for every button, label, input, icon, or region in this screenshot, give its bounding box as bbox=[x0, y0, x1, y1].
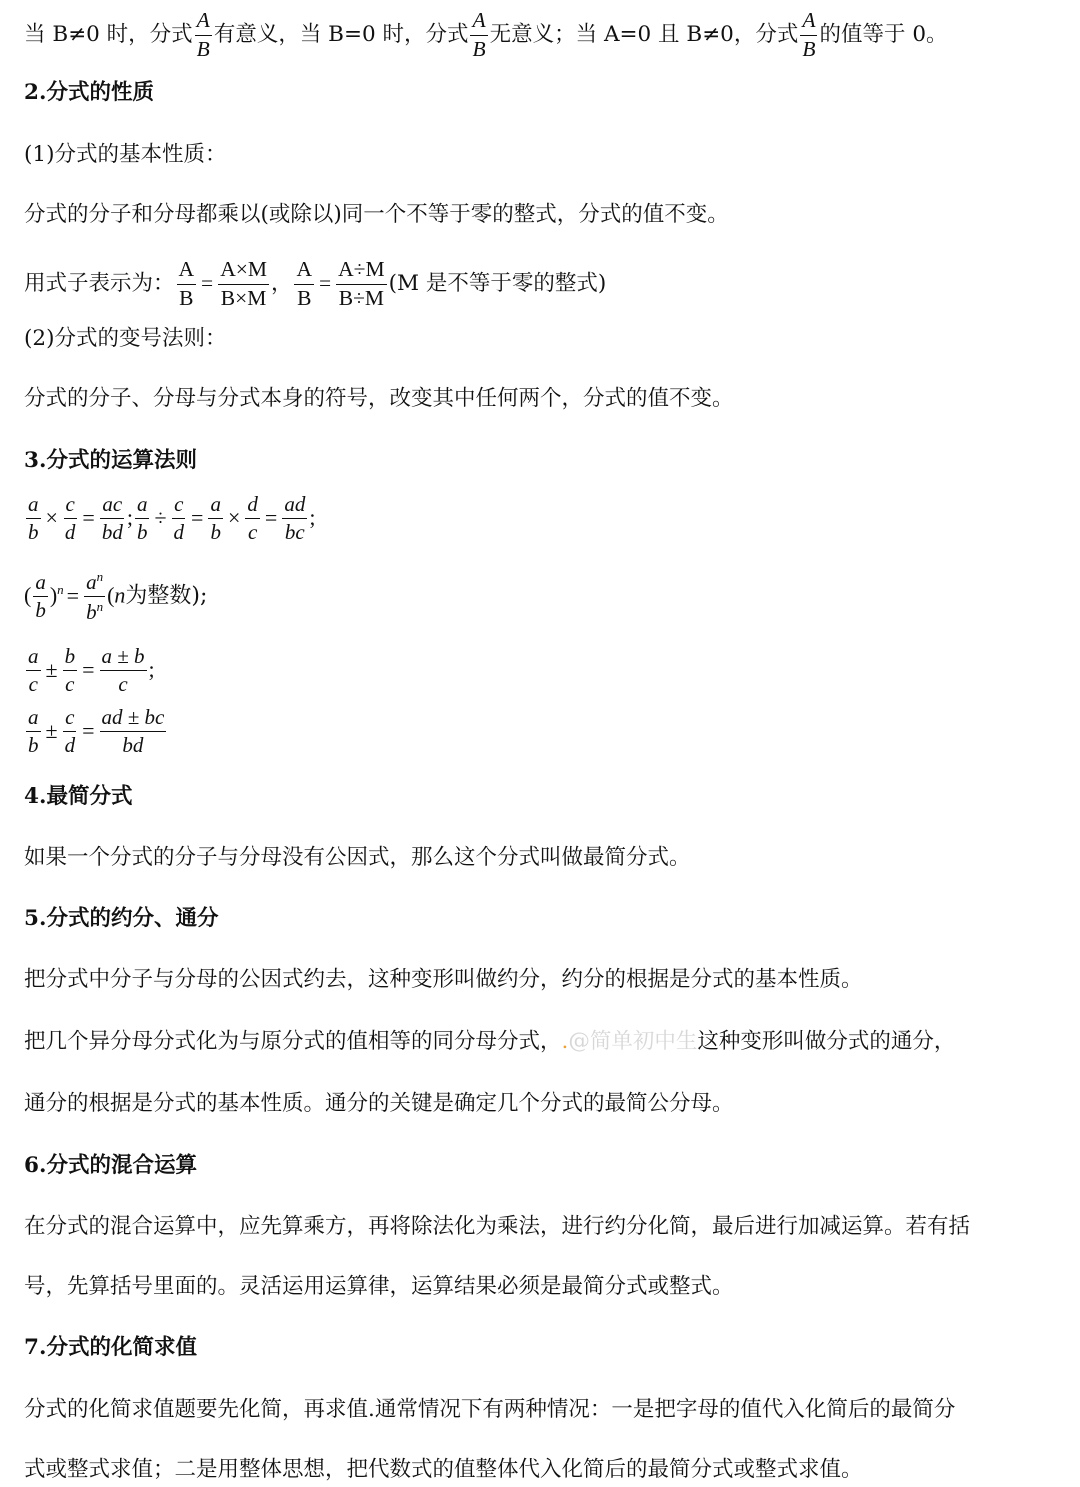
section-heading-2: 2.分式的性质 bbox=[24, 80, 154, 105]
simplest-fraction-text: 如果一个分式的分子与分母没有公因式，那么这个分式叫做最简分式。 bbox=[24, 845, 691, 870]
section-heading-4: 4.最简分式 bbox=[24, 784, 133, 809]
fraction-AdivM-BdivM: $\frac{A\div M}{B\div M}$ bbox=[338, 257, 385, 310]
intro-text-1: 当 B≠0 时，分式 bbox=[24, 22, 193, 47]
formula-same-denominator: $\frac{a}{c}$ ± $\frac{b}{c}$ = $\frac{a \pm b}{c}$ ; bbox=[28, 644, 155, 696]
subheading-sign-rule: (2)分式的变号法则： bbox=[24, 326, 227, 351]
formula-mul-div: $\frac{a}{b}$ × $\frac{c}{d}$ = $\frac{ac}{bd}$ ; $\frac{a}{b}$ ÷ $\frac{c}{d}$ = $\frac{a}{b}$ × $\frac{d}{c}$ = $\frac{ad}{bc}$ ; bbox=[28, 492, 316, 544]
sign-rule-text: 分式的分子、分母与分式本身的符号，改变其中任何两个，分式的值不变。 bbox=[24, 386, 734, 411]
subheading-basic-property: (1)分式的基本性质： bbox=[24, 142, 227, 167]
common-denominator-basis-text: 通分的根据是分式的基本性质。通分的关键是确定几个分式的最简公分母。 bbox=[24, 1091, 734, 1116]
formula-suffix: (M 是不等于零的整式) bbox=[388, 271, 607, 296]
fraction-A-B: $\frac{A}{B}$ bbox=[296, 257, 313, 310]
section-heading-5: 5.分式的约分、通分 bbox=[24, 906, 219, 931]
fraction-AM-BM: $\frac{A\times M}{B\times M}$ bbox=[220, 257, 267, 310]
equals-sign: = bbox=[201, 271, 214, 295]
formula-power: ( $\frac{a}{b}$ )$^n$ = $\frac{a^n}{b^n}$ (n为整数); bbox=[24, 569, 208, 624]
reduction-text: 把分式中分子与分母的公因式约去，这种变形叫做约分，约分的根据是分式的基本性质。 bbox=[24, 967, 863, 992]
intro-line bbox=[24, 10, 1074, 60]
mixed-operation-text-1: 在分式的混合运算中，应先算乘方，再将除法化为乘法，进行约分化简，最后进行加减运算。若有括 bbox=[24, 1214, 971, 1239]
evaluation-text-1: 分式的化简求值题要先化简，再求值.通常情况下有两种情况：一是把字母的值代入化简后的最简分 bbox=[24, 1397, 956, 1422]
fraction-a-over-b: $\frac{A}{B}$ bbox=[196, 8, 210, 61]
section-heading-7: 7.分式的化简求值 bbox=[24, 1335, 197, 1360]
intro-text-2: 有意义，当 B=0 时，分式 bbox=[213, 22, 469, 47]
intro-text-4: 的值等于 0。 bbox=[819, 22, 948, 47]
formula-prefix: 用式子表示为： bbox=[24, 271, 175, 296]
basic-property-formula: 用式子表示为： $\frac{A}{B}$ = $\frac{A\times M}{B\times M}$ ， $\frac{A}{B}$ = $\frac{A\div M}{B\div M}$ (M 是不等于零的整式) bbox=[24, 257, 607, 310]
fraction-a-over-b: $\frac{A}{B}$ bbox=[802, 8, 816, 61]
evaluation-text-2: 式或整式求值；二是用整体思想，把代数式的值整体代入化简后的最简分式或整式求值。 bbox=[24, 1457, 863, 1482]
watermark-dot: . bbox=[561, 1029, 569, 1054]
basic-property-text: 分式的分子和分母都乘以(或除以)同一个不等于零的整式，分式的值不变。 bbox=[24, 202, 729, 227]
common-denominator-text: 把几个异分母分式化为与原分式的值相等的同分母分式，.@简单初中生这种变形叫做分式的通分， bbox=[24, 1029, 956, 1054]
section-heading-3: 3.分式的运算法则 bbox=[24, 448, 197, 473]
fraction-A-B: $\frac{A}{B}$ bbox=[178, 257, 195, 310]
section-heading-6: 6.分式的混合运算 bbox=[24, 1153, 197, 1178]
intro-text-3: 无意义；当 A=0 且 B≠0，分式 bbox=[489, 22, 799, 47]
fraction-a-over-b: $\frac{A}{B}$ bbox=[472, 8, 486, 61]
watermark: @简单初中生 bbox=[568, 1029, 698, 1054]
mixed-operation-text-2: 号，先算括号里面的。灵活运用运算律，运算结果必须是最简分式或整式。 bbox=[24, 1274, 734, 1299]
formula-different-denominator: $\frac{a}{b}$ ± $\frac{c}{d}$ = $\frac{ad \pm bc}{bd}$ bbox=[28, 705, 165, 757]
equals-sign: = bbox=[319, 271, 332, 295]
